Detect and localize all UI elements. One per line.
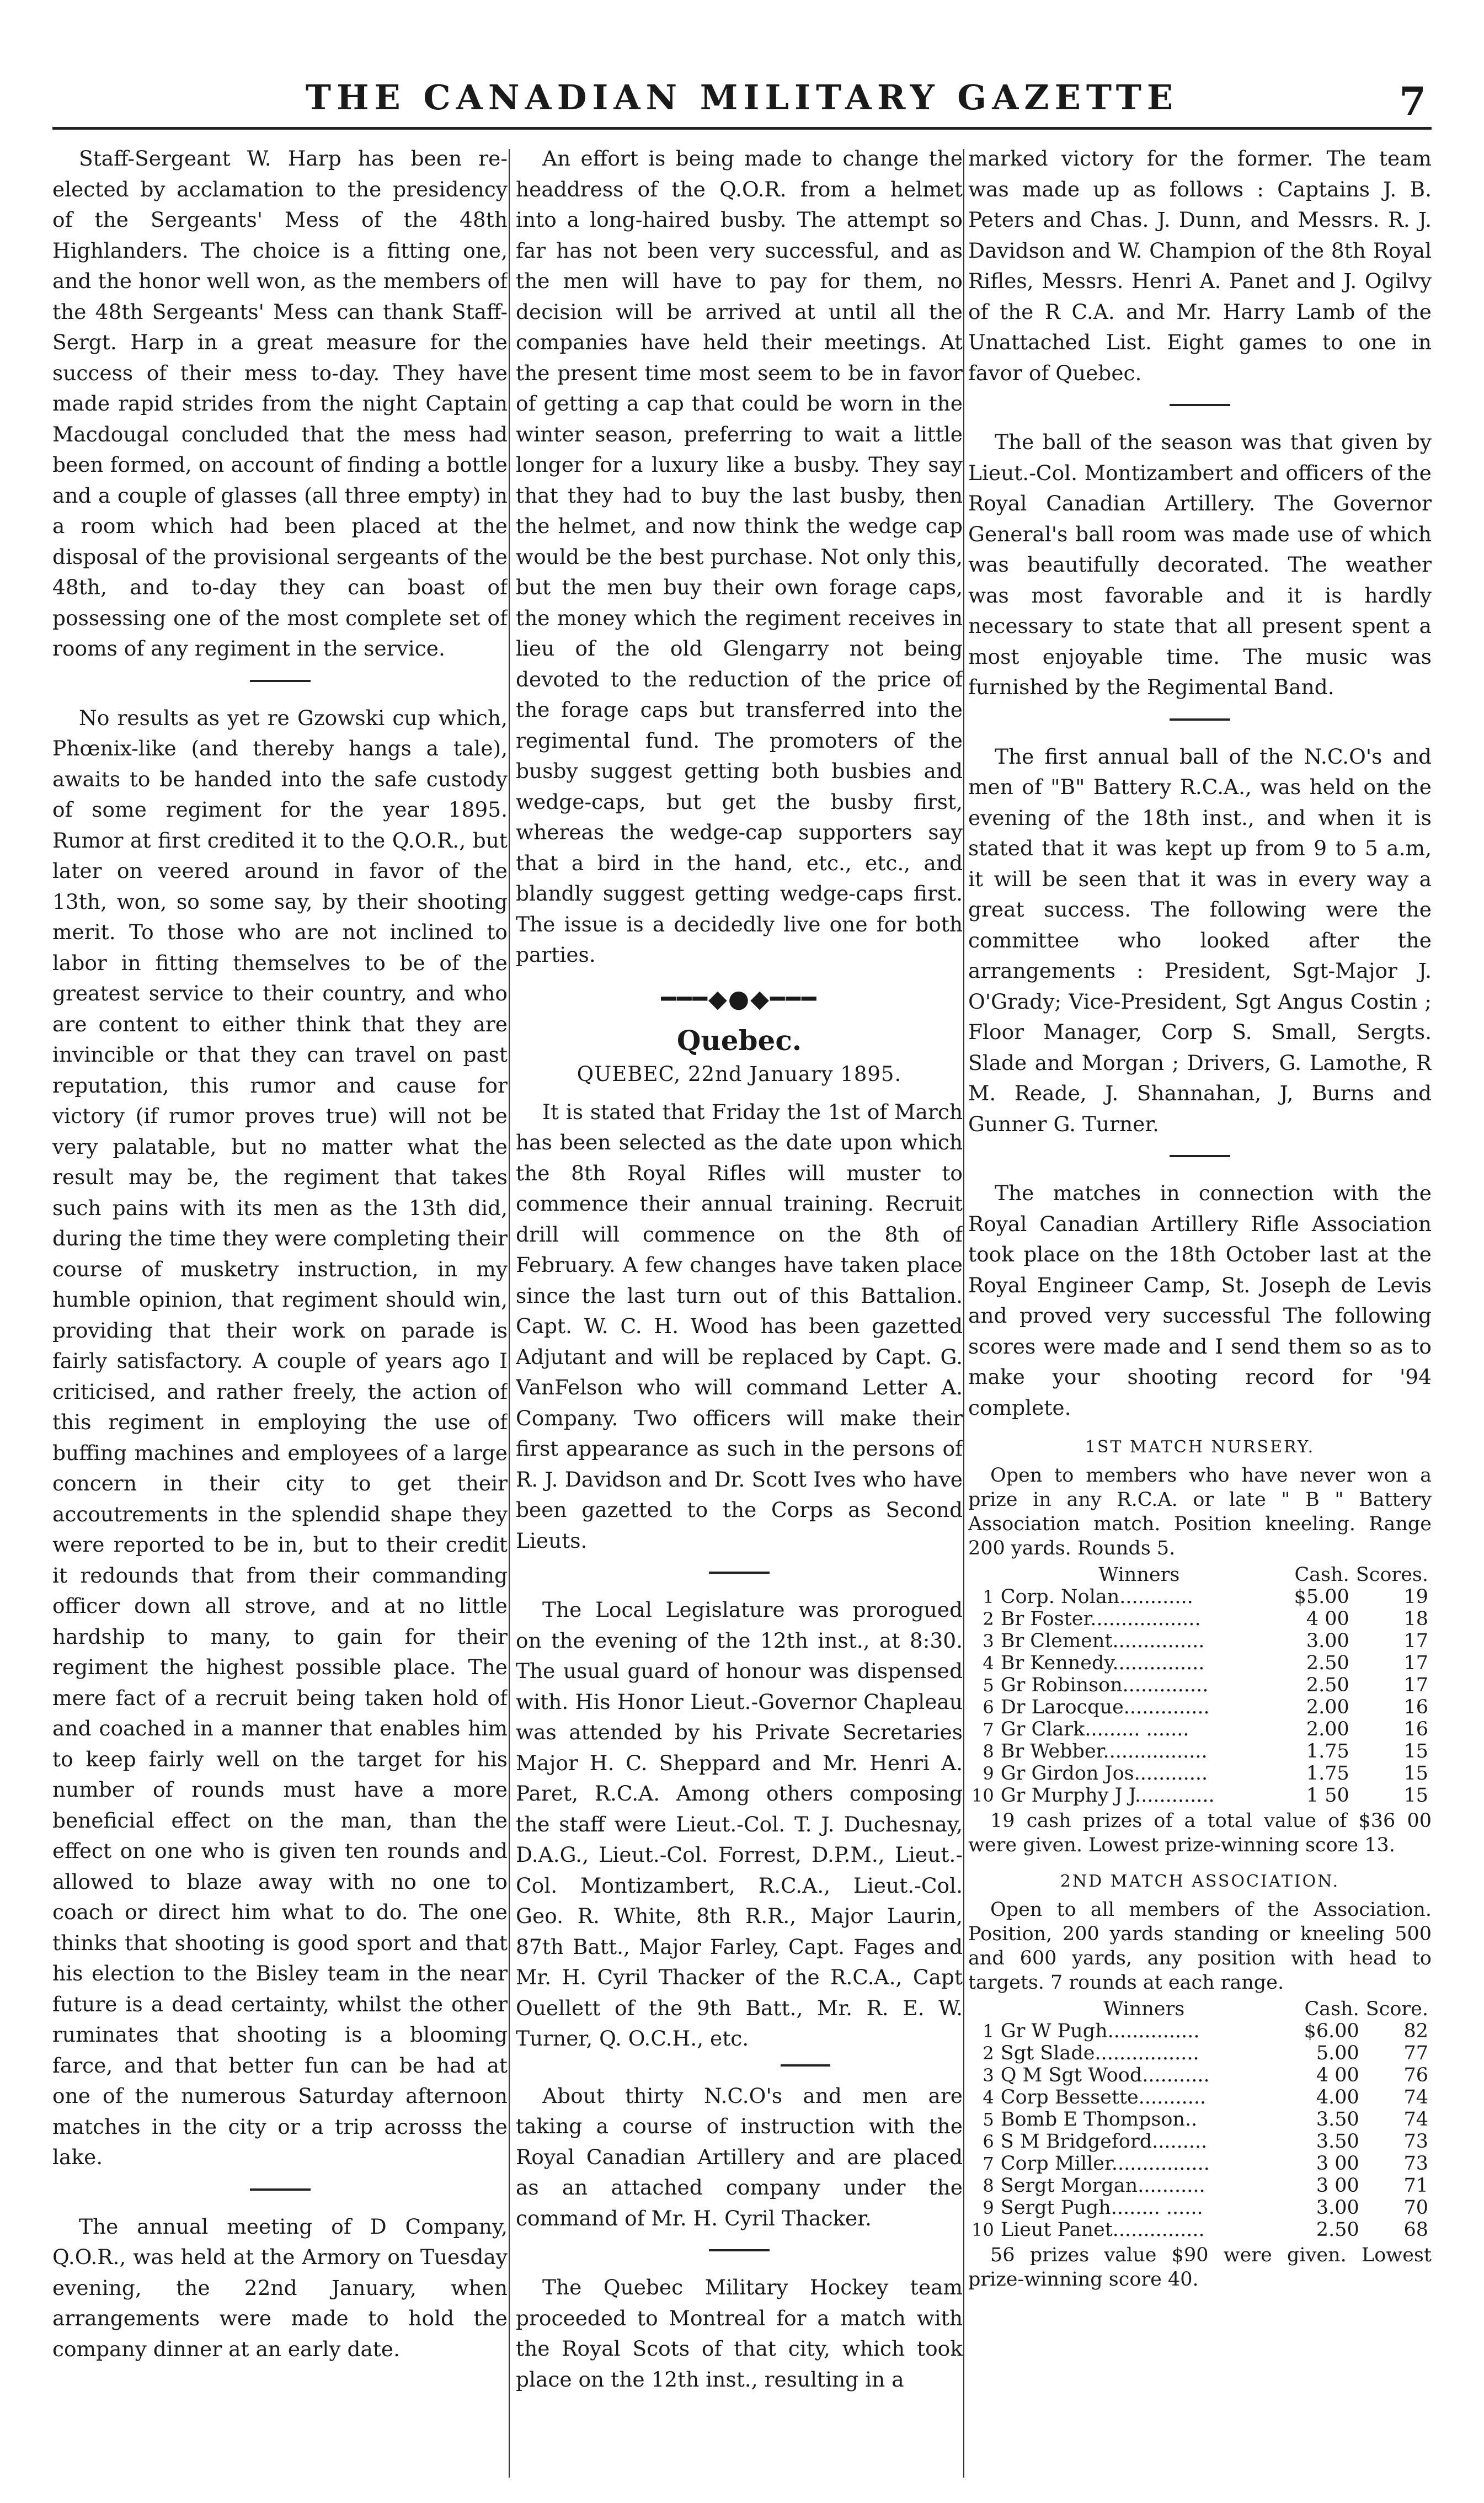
score-value: 74 — [1403, 2086, 1428, 2108]
cash-value: 1.75 — [1306, 1762, 1349, 1785]
rank: 3 — [983, 1631, 994, 1652]
match1-results-table — [968, 1564, 1432, 1807]
column-header-cash: Cash. — [1304, 1998, 1359, 2020]
score-value: 73 — [1403, 2153, 1428, 2175]
match1-footer: 19 cash prizes of a total value of $36 00 were given. Lowest prize-winning score 13. — [968, 1810, 1432, 1856]
table-row — [968, 2197, 1432, 2219]
table-row — [968, 1630, 1432, 1652]
rank: 1 — [983, 2021, 994, 2042]
table-row — [968, 1608, 1432, 1630]
column-header-score: Scores. — [1355, 1564, 1428, 1586]
cash-value: 2.00 — [1306, 1696, 1349, 1718]
rank: 4 — [983, 2087, 994, 2108]
winner-name: S M Bridgeford......... — [1000, 2131, 1208, 2153]
winner-name: Br Clement............... — [1000, 1630, 1205, 1652]
article-hockey: The Quebec Military Hockey team proceeded to Montreal for a match with the Royal Scots of that city, which took place on the 12th inst., resulting in a — [516, 2275, 963, 2392]
cash-value: 1.75 — [1306, 1740, 1349, 1762]
rank: 7 — [983, 1719, 994, 1740]
article-nco-ball: The first annual ball of the N.C.O's and men of "B" Battery R.C.A., was held on the evening of the 18th inst., and when it is stated that it was kept up from 9 to 5 a.m, it will be seen that it was in every way a great success. The following were the committee who looked after the arrangements : President, Sgt-Major J. O'Grady; Vice-President, Sgt Angus Costin ; Floor Manager, Corp S. Small, Sergts. Slade and Morgan ; Drivers, G. Lamothe, R M. Reade, J. Shannahan, J, Burns and Gunner G. Turner. — [968, 744, 1432, 1136]
cash-value: 2.00 — [1306, 1718, 1349, 1740]
table-row — [968, 1674, 1432, 1696]
match2-results-table — [968, 1998, 1432, 2241]
article-legislature: The Local Legislature was prorogued on the evening of the 12th inst., at 8:30. The usual guard of honour was dispensed with. His Honor Lieut.-Governor Chapleau was attended by his Private Secretaries Major H. C. Sheppard and Mr. Henri A. Paret, R.C.A. Among others composing the staff were Lieut.-Col. T. J. Duchesnay, D.A.G., Lieut.-Col. Forrest, D.P.M., Lieut.-Col. Montizambert, R.C.A., Lieut.-Col. Geo. R. White, 8th R.R., Major Laurin, 87th Batt., Major Farley, Capt. Fages and Mr. H. Cyril Thacker of the R.C.A., Capt Ouellett of the 9th Batt., Mr. R. E. W. Turner, Q. O.C.H., etc. — [516, 1597, 963, 2051]
separator-rule — [709, 2249, 770, 2251]
winner-name: Sergt Pugh........ ...... — [1000, 2197, 1203, 2219]
table-row — [968, 2219, 1432, 2241]
winner-name: Dr Larocque.............. — [1000, 1696, 1210, 1718]
column-header-score: Score. — [1365, 1998, 1428, 2020]
page-number: 7 — [1399, 78, 1426, 124]
column-header-winners: Winners — [1098, 1564, 1180, 1586]
table-row — [968, 1785, 1432, 1807]
table-row — [968, 1718, 1432, 1740]
cash-value: 5.00 — [1316, 2042, 1359, 2064]
cash-value: 1 50 — [1306, 1785, 1349, 1807]
article-d-company: The annual meeting of D Company, Q.O.R., was held at the Armory on Tuesday evening, the 22nd January, when arrangements were made to hold the company dinner at an early date. — [52, 2214, 508, 2361]
winner-name: Br Foster.................. — [1000, 1608, 1201, 1630]
cash-value: 3.00 — [1306, 1630, 1349, 1652]
rank: 8 — [983, 2175, 994, 2196]
winner-name: Gr Robinson.............. — [1000, 1674, 1209, 1696]
score-value: 16 — [1403, 1696, 1428, 1718]
rank: 9 — [983, 1763, 994, 1784]
score-value: 17 — [1403, 1674, 1428, 1696]
winner-name: Lieut Panet............... — [1000, 2219, 1205, 2241]
cash-value: $5.00 — [1294, 1586, 1349, 1608]
cash-value: 4 00 — [1316, 2064, 1359, 2086]
cash-value: $6.00 — [1304, 2020, 1359, 2042]
score-value: 68 — [1403, 2219, 1428, 2241]
score-value: 16 — [1403, 1718, 1428, 1740]
ornament-divider: ━━━◆●◆━━━ — [661, 984, 818, 1013]
winner-name: Corp. Nolan............ — [1000, 1586, 1193, 1608]
score-value: 18 — [1403, 1608, 1428, 1630]
winner-name: Sgt Slade................. — [1000, 2042, 1199, 2064]
score-value: 15 — [1403, 1762, 1428, 1785]
score-value: 15 — [1403, 1740, 1428, 1762]
score-value: 76 — [1403, 2064, 1428, 2086]
column-middle — [516, 143, 963, 2478]
cash-value: 4 00 — [1306, 1608, 1349, 1630]
winner-name: Corp Miller................ — [1000, 2153, 1210, 2175]
separator-rule — [709, 1572, 770, 1574]
cash-value: 3.50 — [1316, 2131, 1359, 2153]
score-value: 19 — [1403, 1586, 1428, 1608]
rank: 3 — [983, 2065, 994, 2086]
separator-rule — [1170, 404, 1230, 406]
rank: 5 — [983, 1675, 994, 1696]
column-left — [52, 143, 508, 2478]
article-harp: Staff-Sergeant W. Harp has been re-elected by acclamation to the presidency of the Sergeants' Mess of the 48th Highlanders. The choice is a fitting one, and the honor well won, as the members of the 48th Sergeants' Mess can thank Staff-Sergt. Harp in a great measure for the success of their mess to-day. They have made rapid strides from the night Captain Macdougal concluded that the mess had been formed, on account of finding a bottle and a couple of glasses (all three empty) in a room which had been placed at the disposal of the provisional sergeants of the 48th, and to-day they can boast of possessing one of the most complete set of rooms of any regiment in the service. — [52, 146, 508, 661]
rank: 9 — [983, 2197, 994, 2218]
article-ball: The ball of the season was that given by Lieut.-Col. Montizambert and officers of the Royal Canadian Artillery. The Governor General's ball room was made use of which was beautifully decorated. The weather was most favorable and it is hardly necessary to state that all present spent a most enjoyable time. The music was furnished by the Regimental Band. — [968, 430, 1432, 699]
rank: 6 — [983, 2131, 994, 2152]
separator-rule — [781, 2064, 830, 2067]
article-royal-rifles: It is stated that Friday the 1st of March has been selected as the date upon which the 8th Royal Rifles will muster to commence their annual training. Recruit drill will commence on the 8th of February. A few changes have taken place since the last turn out of this Battalion. Capt. W. C. H. Wood has been gazetted Adjutant and will be replaced by Capt. G. VanFelson who will command Letter A. Company. Two officers will make their first appearance as such in the persons of R. J. Davidson and Dr. Scott Ives who have been gazetted to the Corps as Second Lieuts. — [516, 1099, 963, 1553]
winner-name: Bomb E Thompson.. — [1000, 2108, 1198, 2131]
separator-rule — [1170, 1155, 1230, 1157]
match2-footer: 56 prizes value $90 were given. Lowest prize-winning score 40. — [968, 2244, 1432, 2291]
cash-value: 3.00 — [1316, 2197, 1359, 2219]
winner-name: Br Webber................. — [1000, 1740, 1208, 1762]
rank: 2 — [983, 1609, 994, 1629]
match1-title: 1ST MATCH NURSERY. — [1085, 1437, 1315, 1457]
score-value: 71 — [1403, 2175, 1428, 2197]
table-row — [968, 1740, 1432, 1762]
cash-value: 4.00 — [1316, 2086, 1359, 2108]
rank: 10 — [971, 2219, 994, 2240]
cash-value: 3 00 — [1316, 2175, 1359, 2197]
page-header — [52, 66, 1432, 132]
rank: 2 — [983, 2043, 994, 2064]
cash-value: 2.50 — [1306, 1674, 1349, 1696]
table-row — [968, 2086, 1432, 2108]
score-value: 74 — [1403, 2108, 1428, 2131]
cash-value: 2.50 — [1316, 2219, 1359, 2241]
rank: 7 — [983, 2153, 994, 2174]
table-row — [968, 2020, 1432, 2042]
table-row — [968, 2153, 1432, 2175]
masthead-title: THE CANADIAN MILITARY GAZETTE — [305, 77, 1179, 118]
table-header-row — [968, 1998, 1432, 2020]
cash-value: 3.50 — [1316, 2108, 1359, 2131]
rank: 6 — [983, 1697, 994, 1718]
column-header-winners: Winners — [1103, 1998, 1185, 2020]
winner-name: Q M Sgt Wood........... — [1000, 2064, 1210, 2086]
article-hockey-continued: marked victory for the former. The team was made up as follows : Captains J. B. Peters and Chas. J. Dunn, and Messrs. R. J. Davidson and W. Champion of the 8th Royal Rifles, Messrs. Henri A. Panet and J. Ogilvy of the R C.A. and Mr. Harry Lamb of the Unattached List. Eight games to one in favor of Quebec. — [968, 146, 1432, 385]
winner-name: Corp Bessette........... — [1000, 2086, 1207, 2108]
separator-rule — [250, 2188, 311, 2191]
score-value: 77 — [1403, 2042, 1428, 2064]
table-row — [968, 1696, 1432, 1718]
table-header-row — [968, 1564, 1432, 1586]
winner-name: Gr Murphy J J............. — [1000, 1785, 1215, 1807]
section-title-quebec: Quebec. — [676, 1024, 802, 1057]
rank: 8 — [983, 1741, 994, 1762]
winner-name: Gr Girdon Jos............ — [1000, 1762, 1208, 1785]
score-value: 82 — [1403, 2020, 1428, 2042]
column-divider — [509, 149, 510, 2478]
table-row — [968, 1762, 1432, 1785]
article-rifle-association: The matches in connection with the Royal Canadian Artillery Rifle Association took place on the 18th October last at the Royal Engineer Camp, St. Joseph de Levis and proved very successful The following scores were made and I send them so as to make your shooting record for '94 complete. — [968, 1181, 1432, 1420]
rank: 5 — [983, 2109, 994, 2130]
score-value: 73 — [1403, 2131, 1428, 2153]
separator-rule — [1170, 718, 1230, 721]
table-row — [968, 2175, 1432, 2197]
score-value: 15 — [1403, 1785, 1428, 1807]
match1-description: Open to members who have never won a prize in any R.C.A. or late " B " Battery Association match. Position kneeling. Range 200 yards. Rounds 5. — [968, 1464, 1432, 1559]
table-row — [968, 2131, 1432, 2153]
match2-title: 2ND MATCH ASSOCIATION. — [1060, 1872, 1340, 1891]
table-row — [968, 1652, 1432, 1674]
score-value: 17 — [1403, 1652, 1428, 1674]
article-gzowski-cup: No results as yet re Gzowski cup which, Phœnix-like (and thereby hangs a tale), awaits to be handed into the safe custody of some regiment for the year 1895. Rumor at first credited it to the Q.O.R., but later on veered around in favor of the 13th, won, so some say, by their shooting merit. To those who are not inclined to labor in fitting themselves to be of the greatest service to their country, and who are content to either think that they are invincible or that they can travel on past reputation, this rumor and cause for victory (if rumor proves true) will not be very palatable, but no matter what the result may be, the regiment that takes such pains with its men as the 13th did, during the time they were completing their course of musketry instruction, in my humble opinion, that regiment should win, providing that their work on parade is fairly satisfactory. A couple of years ago I criticised, and rather freely, the action of this regiment in employing the use of buffing machines and employees of a large concern in their city to get their accoutrements in the splendid shape they were reported to be in, but to their credit it redounds that from their commanding officer down all strove, and at no little hardship to many, to gain for their regiment the highest possible place. The mere fact of a recruit being taken hold of and coached in a manner that enables him to keep fairly well on the target for his number of rounds must have a more beneficial effect on the man, than the effect on one who is given ten rounds and allowed to blaze away with no one to coach or direct him what to do. The one thinks that shooting is good sport and that his election to the Bisley team in the near future is a dead certainty, whilst the other ruminates that shooting is a blooming farce, and that better fun can be had at one of the numerous Saturday afternoon matches in the city or a trip acrosss the lake. — [52, 705, 508, 2169]
column-header-cash: Cash. — [1294, 1564, 1349, 1586]
article-busby: An effort is being made to change the headdress of the Q.O.R. from a helmet into a long-haired busby. The attempt so far has not been very successful, and as the men will have to pay for them, no decision will be arrived at until all the companies have held their meetings. At the present time most seem to be in favor of getting a cap that could be worn in the winter season, preferring to wait a little longer for a luxury like a busby. They say that they had to buy the last busby, then the helmet, and now think the wedge cap would be the best purchase. Not only this, but the men buy their own forage caps, the money which the regiment receives in lieu of the old Glengarry not being devoted to the reduction of the price of the forage caps but transferred into the regimental fund. The promoters of the busby suggest getting both busbies and wedge-caps, but get the busby first, whereas the wedge-cap supporters say that a bird in the hand, etc., etc., and blandly suggest getting wedge-caps first. The issue is a decidedly live one for both parties. — [516, 146, 963, 967]
score-value: 17 — [1403, 1630, 1428, 1652]
column-divider — [963, 149, 964, 2478]
table-row — [968, 2108, 1432, 2131]
rank: 10 — [971, 1785, 994, 1806]
winner-name: Gr W Pugh............... — [1000, 2020, 1200, 2042]
winner-name: Gr Clark......... ....... — [1000, 1718, 1189, 1740]
column-right — [968, 143, 1432, 2478]
rank: 4 — [983, 1653, 994, 1674]
score-value: 70 — [1403, 2197, 1428, 2219]
separator-rule — [250, 680, 311, 682]
winner-name: Br Kennedy............... — [1000, 1652, 1205, 1674]
cash-value: 2.50 — [1306, 1652, 1349, 1674]
table-row — [968, 2064, 1432, 2086]
dateline: QUEBEC, 22nd January 1895. — [576, 1062, 902, 1086]
header-rule — [52, 127, 1432, 130]
match2-description: Open to all members of the Association. Position, 200 yards standing or kneeling 500 and 600 yards, any position with head to targets. 7 rounds at each range. — [968, 1899, 1432, 1994]
table-row — [968, 1586, 1432, 1608]
winner-name: Sergt Morgan........... — [1000, 2175, 1205, 2197]
article-nco-course: About thirty N.C.O's and men are taking a course of instruction with the Royal Canadian Artillery and are placed as an attached company under the command of Mr. H. Cyril Thacker. — [516, 2083, 963, 2230]
rank: 1 — [983, 1586, 994, 1607]
cash-value: 3 00 — [1316, 2153, 1359, 2175]
table-row — [968, 2042, 1432, 2064]
